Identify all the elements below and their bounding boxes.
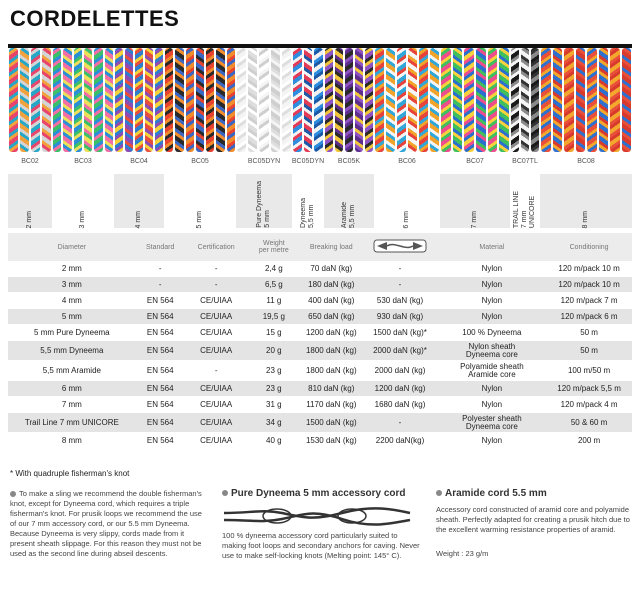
table-cell: 11 g <box>248 293 301 309</box>
diameter-label: 7 mm <box>471 210 478 228</box>
table-cell: Nylon <box>438 381 547 397</box>
table-cell: EN 564 <box>136 309 185 325</box>
rope-strand <box>453 48 463 152</box>
table-cell: 100 % Dyneema <box>438 325 547 341</box>
table-row <box>8 381 632 397</box>
table-cell: 5 mm <box>8 309 136 325</box>
rope-strand <box>325 48 333 152</box>
rope-code: BC08 <box>577 158 595 165</box>
rope-strand <box>599 48 609 152</box>
diameter-label-cell <box>324 174 374 228</box>
table-cell: 23 g <box>248 361 301 381</box>
rope-strand <box>63 48 71 152</box>
table-cell: EN 564 <box>136 397 185 413</box>
rope-strand <box>155 48 163 152</box>
column-header <box>362 233 437 261</box>
rope-strand <box>9 48 18 152</box>
pin-icon <box>222 490 228 496</box>
table-cell: 650 daN (kg) <box>300 309 362 325</box>
rope-strand <box>74 48 82 152</box>
rope-swatch <box>236 48 292 152</box>
table-cell: 810 daN (kg) <box>300 381 362 397</box>
table-cell: 1800 daN (kg) <box>300 341 362 361</box>
rope-swatch <box>8 48 52 152</box>
rope-strand <box>576 48 586 152</box>
rope-codes <box>8 158 632 170</box>
table-cell: 1200 daN (kg) <box>300 325 362 341</box>
rope-strand <box>441 48 451 152</box>
rope-strand <box>476 48 486 152</box>
rope-strand <box>135 48 143 152</box>
rope-strand <box>42 48 51 152</box>
table-cell: - <box>136 261 185 277</box>
aramide-heading: Aramide cord 5.5 mm <box>445 488 547 499</box>
table-header <box>8 233 632 261</box>
table-cell: - <box>185 261 248 277</box>
rope-strand <box>20 48 29 152</box>
sling-text: To make a sling we recommend the double fisherman's knot, except for Dyneema cord, which requires a triple fisherman's knot. For prusik loops we recommend the use of our 7 mm accessory cord, or our 5.5 mm Dyneema. Because Dyneema is very slippy, cords made from it present sheath slippage. For this reason they must not be used as the second line during abseil descents. <box>10 489 202 558</box>
table-cell: Nylon <box>438 309 547 325</box>
table-cell: 2,4 g <box>248 261 301 277</box>
rope-strand <box>531 48 539 152</box>
table-cell: 50 m <box>546 325 632 341</box>
rope-strand <box>521 48 529 152</box>
rope-strand <box>293 48 302 152</box>
diameter-label-cell <box>8 174 52 228</box>
table-cell: 2000 daN (kg)* <box>362 341 437 361</box>
table-cell: 6,5 g <box>248 277 301 293</box>
rope-swatch <box>52 48 114 152</box>
rope-swatch <box>510 48 540 152</box>
diameter-label: 8 mm <box>582 210 589 228</box>
table-cell: 930 daN (kg) <box>362 309 437 325</box>
table-cell: 23 g <box>248 381 301 397</box>
table-cell: - <box>185 277 248 293</box>
rope-strand <box>430 48 439 152</box>
sling-note <box>10 489 205 559</box>
column-header: Weight per metre <box>248 233 301 261</box>
table-cell: 6 mm <box>8 381 136 397</box>
rope-strand <box>610 48 620 152</box>
rope-swatches <box>8 48 632 152</box>
table-cell: 530 daN (kg) <box>362 293 437 309</box>
rope-strand <box>271 48 280 152</box>
diameter-label: 4 mm <box>135 210 142 228</box>
dyneema-heading: Pure Dyneema 5 mm accessory cord <box>231 488 406 499</box>
rope-strand <box>587 48 597 152</box>
table-cell: EN 564 <box>136 433 185 449</box>
table-cell: EN 564 <box>136 325 185 341</box>
table-cell: CE/UIAA <box>185 397 248 413</box>
table-cell: 100 m/50 m <box>546 361 632 381</box>
table-cell: 1800 daN (kg) <box>300 361 362 381</box>
table-row <box>8 413 632 433</box>
rope-strand <box>511 48 519 152</box>
table-cell: 400 daN (kg) <box>300 293 362 309</box>
rope-code: BC02 <box>21 158 39 165</box>
rope-strand <box>115 48 123 152</box>
pin-icon <box>10 491 16 497</box>
table-row <box>8 433 632 449</box>
diameter-label: Pure Dyneema 5 mm <box>256 181 271 228</box>
rope-strand <box>408 48 417 152</box>
diameter-label-cell <box>440 174 510 228</box>
column-header: Certification <box>185 233 248 261</box>
rope-strand <box>541 48 551 152</box>
rope-strand <box>84 48 92 152</box>
column-header: Conditioning <box>546 233 632 261</box>
table-cell: Nylon <box>438 293 547 309</box>
rope-strand <box>105 48 113 152</box>
diameter-label-cell <box>510 174 540 228</box>
table-cell: 7 mm <box>8 397 136 413</box>
table-cell: 1500 daN (kg)* <box>362 325 437 341</box>
table-cell: 20 g <box>248 341 301 361</box>
table-cell: 1530 daN (kg) <box>300 433 362 449</box>
rope-strand <box>248 48 257 152</box>
table-cell: 4 mm <box>8 293 136 309</box>
rope-strand <box>365 48 373 152</box>
dyneema-section <box>222 489 420 561</box>
rope-strand <box>282 48 291 152</box>
rope-strand <box>259 48 268 152</box>
diameter-label: 5 mm <box>196 210 203 228</box>
rope-swatch <box>374 48 440 152</box>
table-cell: 5,5 mm Aramide <box>8 361 136 381</box>
table-cell: Trail Line 7 mm UNICORE <box>8 413 136 433</box>
table-row <box>8 309 632 325</box>
footnote: * With quadruple fisherman's knot <box>10 469 130 478</box>
rope-strand <box>419 48 428 152</box>
table-cell: 8 mm <box>8 433 136 449</box>
table-cell: 15 g <box>248 325 301 341</box>
rope-strand <box>53 48 61 152</box>
table-cell: - <box>362 261 437 277</box>
table-cell: Nylon <box>438 261 547 277</box>
rope-strand <box>196 48 204 152</box>
table-cell: 120 m/pack 7 m <box>546 293 632 309</box>
table-cell: - <box>185 361 248 381</box>
table-cell: 5 mm Pure Dyneema <box>8 325 136 341</box>
rope-strand <box>397 48 406 152</box>
rope-strand <box>145 48 153 152</box>
diameter-label: TRAIL LINE 7 mm UNICORE <box>513 190 536 228</box>
table-cell: Polyester sheath Dyneema core <box>438 413 547 433</box>
table-cell: 2200 daN(kg) <box>362 433 437 449</box>
column-header: Breaking load <box>300 233 362 261</box>
rope-code: BC03 <box>74 158 92 165</box>
rope-code: BC07TL <box>512 158 538 165</box>
table-row <box>8 341 632 361</box>
table-cell: 120 m/pack 6 m <box>546 309 632 325</box>
table-row <box>8 361 632 381</box>
rope-strand <box>237 48 246 152</box>
table-cell: 1200 daN (kg) <box>362 381 437 397</box>
table-cell: 1170 daN (kg) <box>300 397 362 413</box>
table-cell: 19,5 g <box>248 309 301 325</box>
rope-strand <box>94 48 102 152</box>
table-cell: 31 g <box>248 397 301 413</box>
table-row <box>8 293 632 309</box>
column-header: Diameter <box>8 233 136 261</box>
rope-strand <box>227 48 235 152</box>
spec-table <box>8 233 632 449</box>
diameter-label: Aramide 5,5 mm <box>341 201 356 228</box>
rope-strand <box>175 48 183 152</box>
rope-swatch <box>114 48 164 152</box>
diameter-label-cell <box>52 174 114 228</box>
dyneema-text: 100 % dyneema accessory cord particularly suited to making foot loops and secondary anchors for caving. Never use to make self-locking knots (Melting point: 145° C). <box>222 531 420 560</box>
table-cell: 1500 daN (kg) <box>300 413 362 433</box>
rope-code: BC04 <box>130 158 148 165</box>
rope-code: BC05DYN <box>291 158 325 165</box>
rope-strand <box>355 48 363 152</box>
table-cell: 2000 daN (kg) <box>362 361 437 381</box>
diameter-label: 6 mm <box>403 210 410 228</box>
rope-swatch <box>164 48 236 152</box>
diameter-label-cell <box>374 174 440 228</box>
rope-strand <box>314 48 323 152</box>
rope-code: BC06 <box>398 158 416 165</box>
table-cell: CE/UIAA <box>185 433 248 449</box>
table-cell: 34 g <box>248 413 301 433</box>
rope-code: BC07 <box>466 158 484 165</box>
table-cell: 5,5 mm Dyneema <box>8 341 136 361</box>
diameter-label-cell <box>164 174 236 228</box>
table-cell: 3 mm <box>8 277 136 293</box>
table-cell: CE/UIAA <box>185 325 248 341</box>
table-cell: EN 564 <box>136 341 185 361</box>
table-cell: 120 m/pack 10 m <box>546 261 632 277</box>
rope-swatch <box>292 48 324 152</box>
rope-strand <box>622 48 632 152</box>
table-cell: 70 daN (kg) <box>300 261 362 277</box>
rope-strand <box>553 48 563 152</box>
table-cell: EN 564 <box>136 413 185 433</box>
table-cell: EN 564 <box>136 293 185 309</box>
rope-strand <box>386 48 395 152</box>
table-cell: CE/UIAA <box>185 413 248 433</box>
rope-strand <box>499 48 509 152</box>
rope-strand <box>564 48 574 152</box>
diameter-label-cell <box>114 174 164 228</box>
table-row <box>8 397 632 413</box>
pin-icon <box>436 490 442 496</box>
table-cell: Polyamide sheath Aramide core <box>438 361 547 381</box>
table-row <box>8 261 632 277</box>
rope-swatch <box>324 48 374 152</box>
table-cell: 1680 daN (kg) <box>362 397 437 413</box>
diameter-label: 3 mm <box>79 210 86 228</box>
diameter-label-cell <box>236 174 292 228</box>
table-cell: CE/UIAA <box>185 381 248 397</box>
column-header: Standard <box>136 233 185 261</box>
table-cell: 50 & 60 m <box>546 413 632 433</box>
rope-strand <box>304 48 313 152</box>
page-title: CORDELETTES <box>10 6 180 31</box>
table-row <box>8 325 632 341</box>
rope-strand <box>31 48 40 152</box>
table-cell: - <box>362 277 437 293</box>
aramide-weight: Weight : 23 g/m <box>436 549 489 558</box>
table-cell: Nylon <box>438 433 547 449</box>
table-cell: EN 564 <box>136 361 185 381</box>
table-cell: CE/UIAA <box>185 341 248 361</box>
table-cell: 2 mm <box>8 261 136 277</box>
diameter-label-cell <box>292 174 324 228</box>
aramide-text: Accessory cord constructed of aramid core and polyamide sheath. Perfectly adapted for creating a prusik hitch due to the excellent warming resistance properties of aramid. <box>436 505 630 534</box>
table-cell: 180 daN (kg) <box>300 277 362 293</box>
rope-strand <box>186 48 194 152</box>
diameter-label-cell <box>540 174 632 228</box>
rope-strand <box>488 48 498 152</box>
rope-strand <box>464 48 474 152</box>
table-cell: CE/UIAA <box>185 293 248 309</box>
column-header: Material <box>438 233 547 261</box>
knot-loop-icon <box>373 239 427 253</box>
rope-strand <box>216 48 224 152</box>
table-cell: 50 m <box>546 341 632 361</box>
rope-swatch <box>440 48 510 152</box>
table-cell: 120 m/pack 10 m <box>546 277 632 293</box>
knot-icon <box>222 505 412 527</box>
table-cell: - <box>136 277 185 293</box>
diameter-label: 2 mm <box>26 210 33 228</box>
rope-swatch <box>540 48 632 152</box>
table-cell: 120 m/pack 5,5 m <box>546 381 632 397</box>
diameter-labels <box>8 174 632 228</box>
table-cell: EN 564 <box>136 381 185 397</box>
table-cell: 40 g <box>248 433 301 449</box>
rope-strand <box>375 48 384 152</box>
rope-code: BC05 <box>191 158 209 165</box>
table-cell: - <box>362 413 437 433</box>
table-cell: Nylon sheath Dyneema core <box>438 341 547 361</box>
table-cell: Nylon <box>438 277 547 293</box>
aramide-section <box>436 489 632 559</box>
table-row <box>8 277 632 293</box>
table-cell: 200 m <box>546 433 632 449</box>
rope-code: BC05DYN <box>247 158 281 165</box>
rope-code: BC05K <box>337 158 361 165</box>
rope-strand <box>125 48 133 152</box>
rope-strand <box>345 48 353 152</box>
diameter-label: Dyneema 5,5 mm <box>300 198 315 228</box>
rope-strand <box>335 48 343 152</box>
rope-strand <box>206 48 214 152</box>
table-cell: Nylon <box>438 397 547 413</box>
table-cell: CE/UIAA <box>185 309 248 325</box>
table-cell: 120 m/pack 4 m <box>546 397 632 413</box>
rope-strand <box>165 48 173 152</box>
